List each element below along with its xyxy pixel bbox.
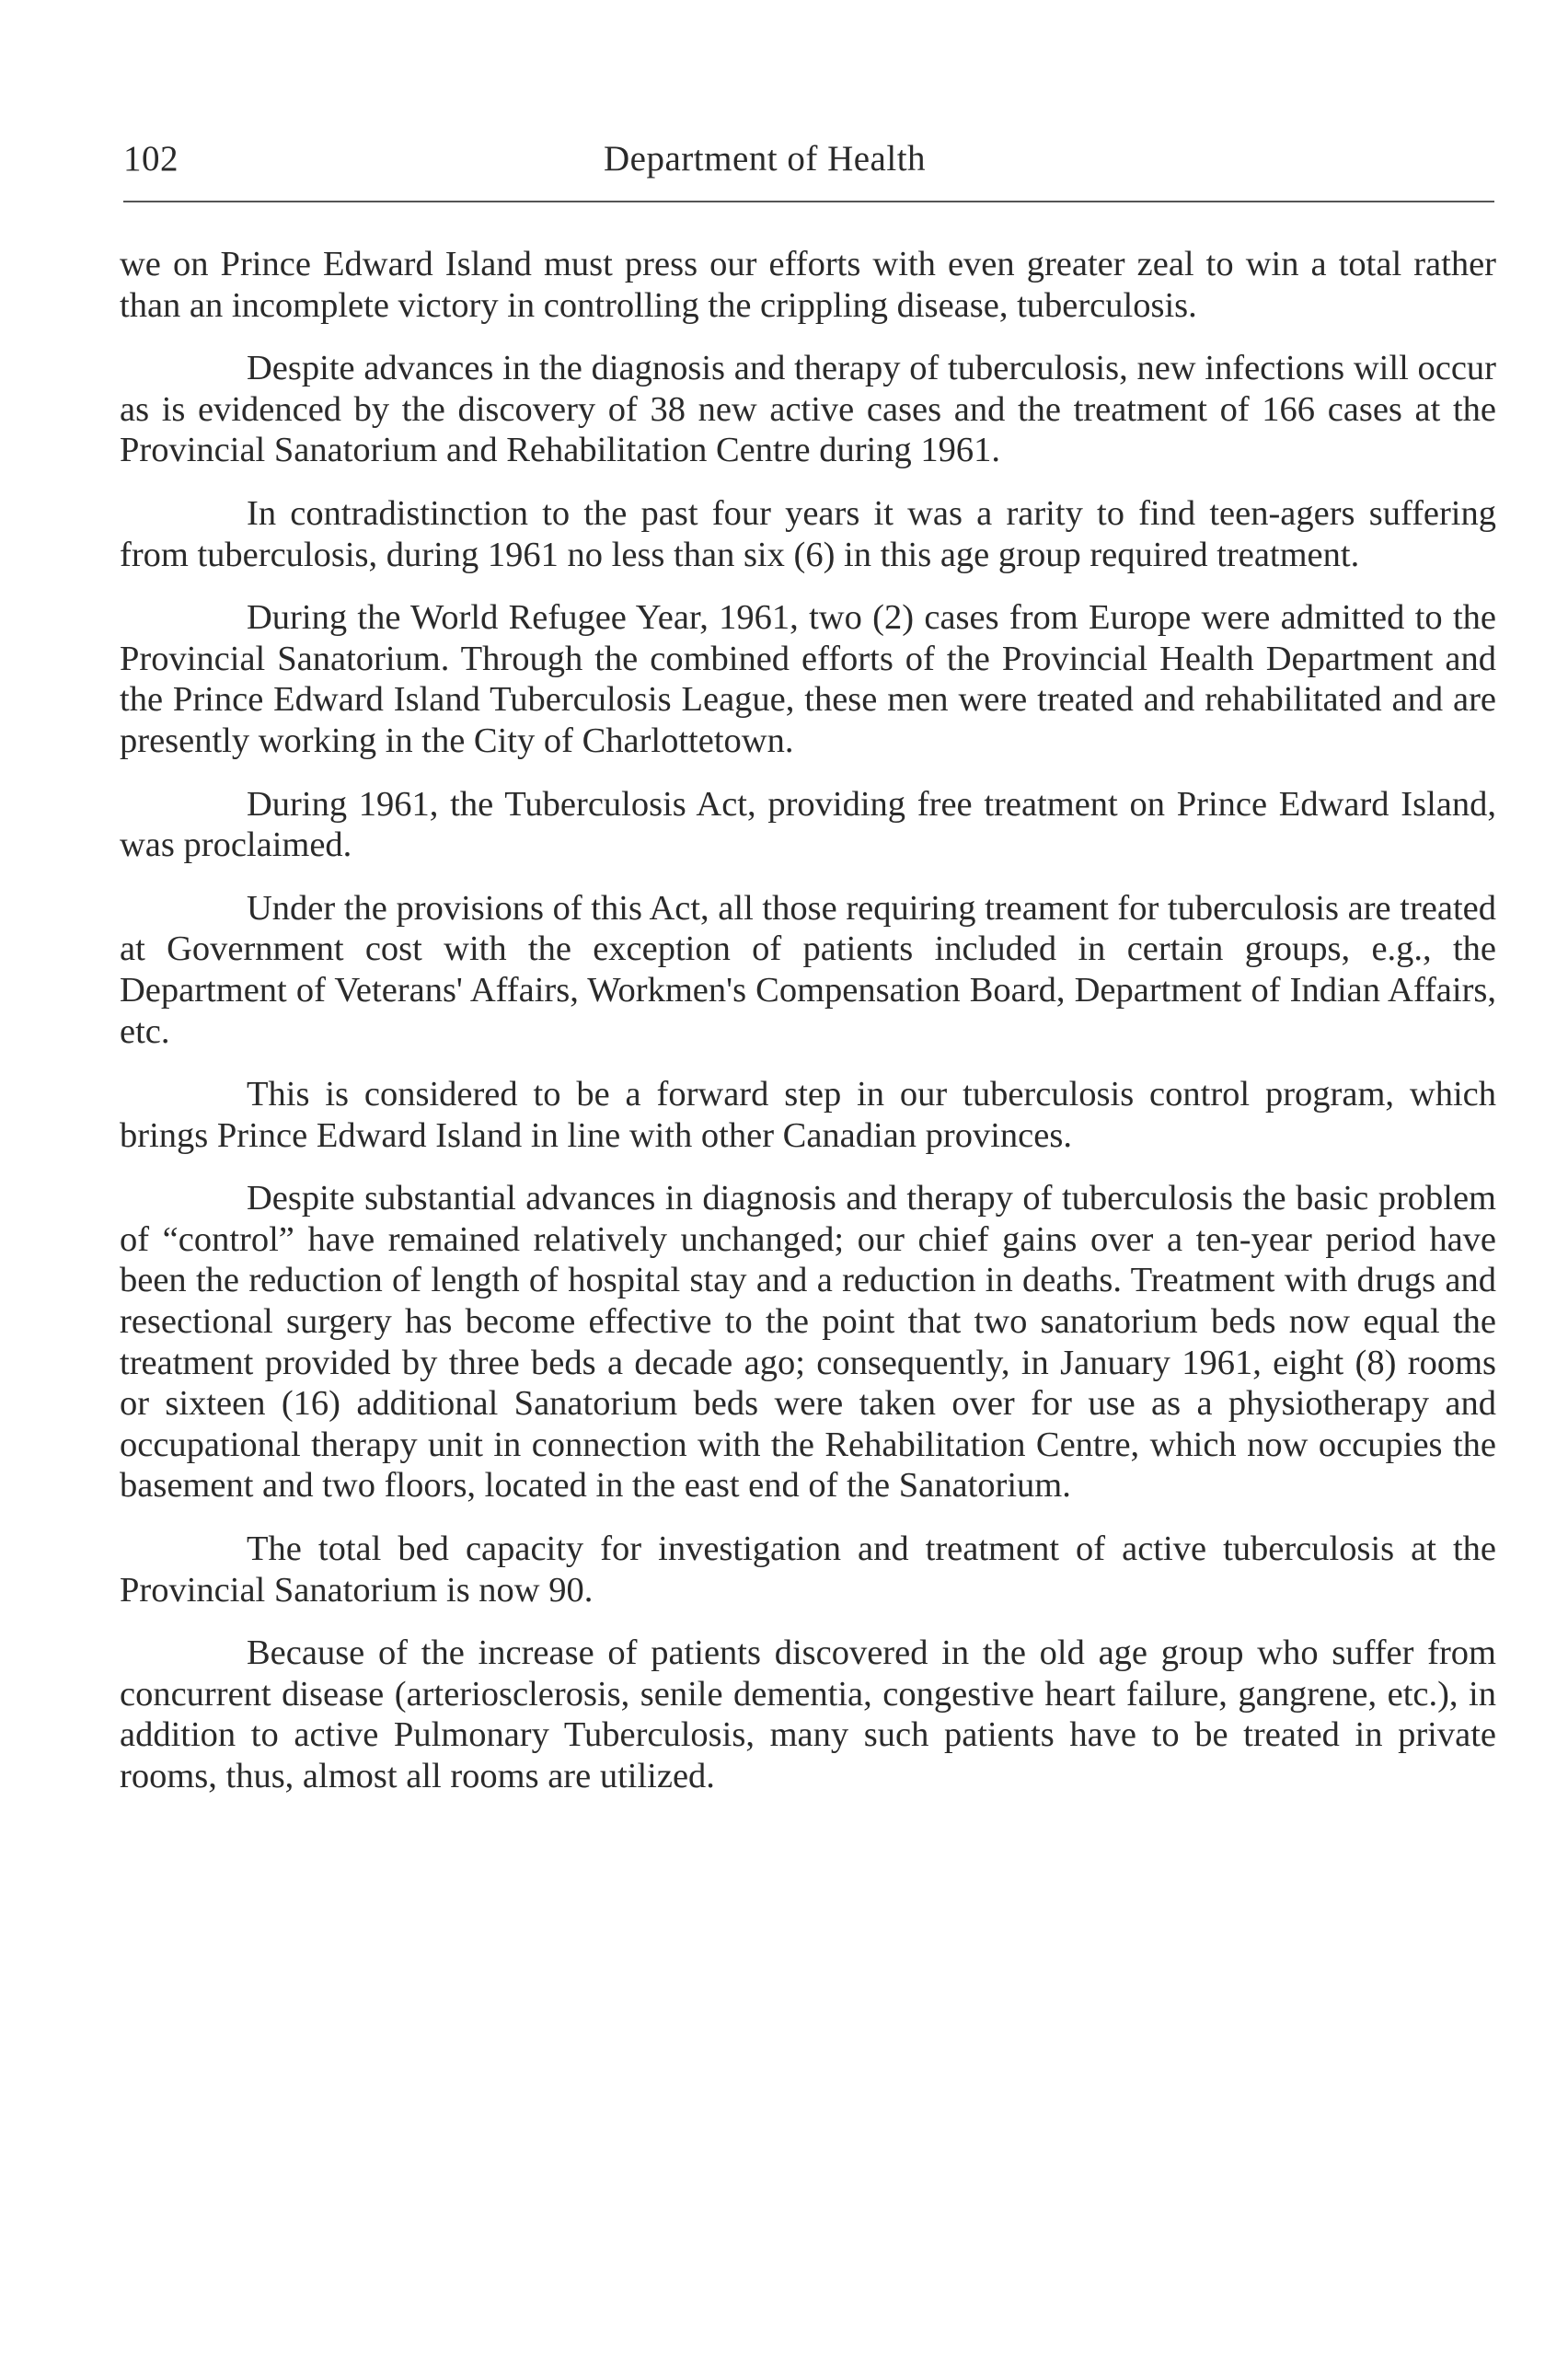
paragraph-new-infections: Despite advances in the diagnosis and therapy of tuberculosis, new infections will occur as is evidenced by the discovery of 38 new active cases and the treatment of 166 cases at the Provincial Sanatorium and Rehabilitation Centre during 1961. [120,349,1496,470]
paragraph-continuation: we on Prince Edward Island must press our efforts with even greater zeal to win a total rather than an incomplete victory in controlling the crippling disease, tuberculosis. [120,245,1496,325]
paragraph-refugee-year: During the World Refugee Year, 1961, two (2) cases from Europe were admitted to the Provincial Sanatorium. Through the combined efforts of the Provincial Health Department and the Prince Edward Island Tuberculosis League, these men were treated and rehabilitated and are presently working in the City of Charlottetown. [120,598,1496,760]
header-rule [123,201,1494,202]
paragraph-control-problem: Despite substantial advances in diagnosis and therapy of tuberculosis the basic problem of “control” have remained relatively unchanged; our chief gains over a ten-year period have been the reduction of length of hospital stay and a reduction in deaths. Treatment with drugs and resectional surgery has become effective to the point that two sanatorium beds now equal the treatment provided by three beds a decade ago; consequently, in January 1961, eight (8) rooms or sixteen (16) additional Sanatorium beds were taken over for use as a physiotherapy and occupational therapy unit in connection with the Rehabilitation Centre, which now occupies the basement and two floors, located in the east end of the Sanatorium. [120,1179,1496,1506]
paragraph-tuberculosis-act: During 1961, the Tuberculosis Act, providing free treatment on Prince Edward Island, was proclaimed. [120,784,1496,865]
paragraph-act-provisions: Under the provisions of this Act, all those requiring treament for tuberculosis are treated at Government cost with the exception of patients included in certain groups, e.g., the Department of Veterans' Affairs, Workmen's Compensation Board, Department of Indian Affairs, etc. [120,888,1496,1051]
paragraph-teen-agers: In contradistinction to the past four years it was a rarity to find teen-agers suffering from tuberculosis, during 1961 no less than six (6) in this age group required treatment. [120,493,1496,574]
page-number: 102 [123,139,179,179]
paragraph-forward-step: This is considered to be a forward step in our tuberculosis control program, which brings Prince Edward Island in line with other Canadian provinces. [120,1075,1496,1155]
body-text [120,244,1496,1819]
running-title: Department of Health [604,139,927,179]
page-header [123,138,1494,193]
paragraph-bed-capacity: The total bed capacity for investigation and treatment of active tuberculosis at the Provincial Sanatorium is now 90. [120,1529,1496,1610]
paragraph-old-age-group: Because of the increase of patients discovered in the old age group who suffer from concurrent disease (arteriosclerosis, senile dementia, congestive heart failure, gangrene, etc.), in addition to active Pulmonary Tuberculosis, many such patients have to be treated in private rooms, thus, almost all rooms are utilized. [120,1633,1496,1795]
